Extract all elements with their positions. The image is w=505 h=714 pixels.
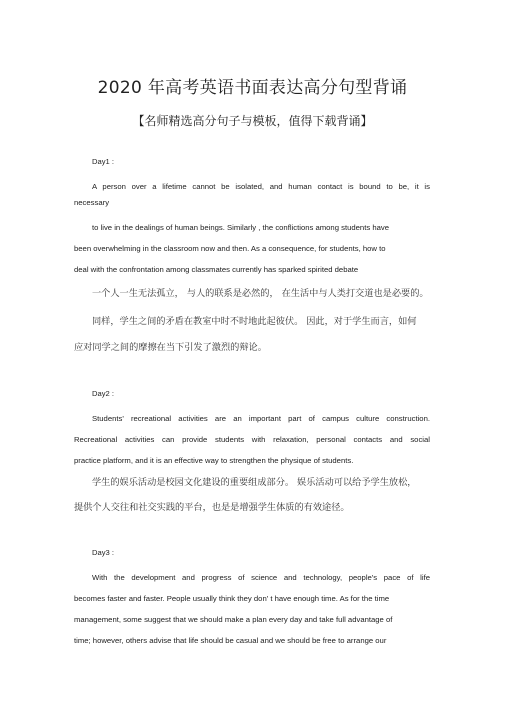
day1-en-line-2: necessary: [74, 198, 110, 207]
day1-zh-line-1: 一个人一生无法孤立， 与人的联系是必然的， 在生活中与人类打交道也是必要的。: [92, 288, 429, 299]
day1-zh-line-2: 同样，学生之间的矛盾在教室中时不时地此起彼伏。 因此，对于学生而言，如何: [92, 316, 417, 327]
day1-en-line-3: to live in the dealings of human beings. Similarly , the conflictions among students have: [92, 223, 389, 232]
day2-en-line-1: Students' recreational activities are an important part of campus culture construction.: [92, 414, 430, 423]
day3-en-line-2: becomes faster and faster. People usually think they don' t have enough time. As for the time: [74, 594, 390, 603]
day3-en-line-4: time; however, others advise that life should be casual and we should be free to arrange our: [74, 636, 387, 645]
day1-label: Day1 :: [92, 157, 114, 166]
day2-zh-line-2: 提供个人交往和社交实践的平台，也是是增强学生体质的有效途径。: [74, 502, 350, 513]
day2-zh-line-1: 学生的娱乐活动是校园文化建设的重要组成部分。 娱乐活动可以给予学生放松，: [92, 477, 417, 488]
day2-en-line-2: Recreational activities can provide students with relaxation, personal contacts and social: [74, 435, 430, 444]
day3-en-line-1: With the development and progress of science and technology, people's pace of life: [92, 573, 430, 582]
page-subtitle: 【名师精选高分句子与模板，值得下载背诵】: [132, 114, 373, 128]
day1-en-line-4: been overwhelming in the classroom now and then. As a consequence, for students, how to: [74, 244, 386, 253]
page-title: 2020 年高考英语书面表达高分句型背诵: [97, 78, 408, 98]
day1-en-line-5: deal with the confrontation among classmates currently has sparked spirited debate: [74, 265, 359, 274]
day2-en-line-3: practice platform, and it is an effective way to strengthen the physique of students.: [74, 456, 354, 465]
day1-en-line-1: A person over a lifetime cannot be isolated, and human contact is bound to be, it is: [92, 182, 430, 191]
day3-label: Day3 :: [92, 548, 114, 557]
day1-zh-line-3: 应对同学之间的摩擦在当下引发了激烈的辩论。: [74, 342, 267, 353]
day2-label: Day2 :: [92, 389, 114, 398]
day3-en-line-3: management, some suggest that we should make a plan every day and take full advantage of: [74, 615, 393, 624]
